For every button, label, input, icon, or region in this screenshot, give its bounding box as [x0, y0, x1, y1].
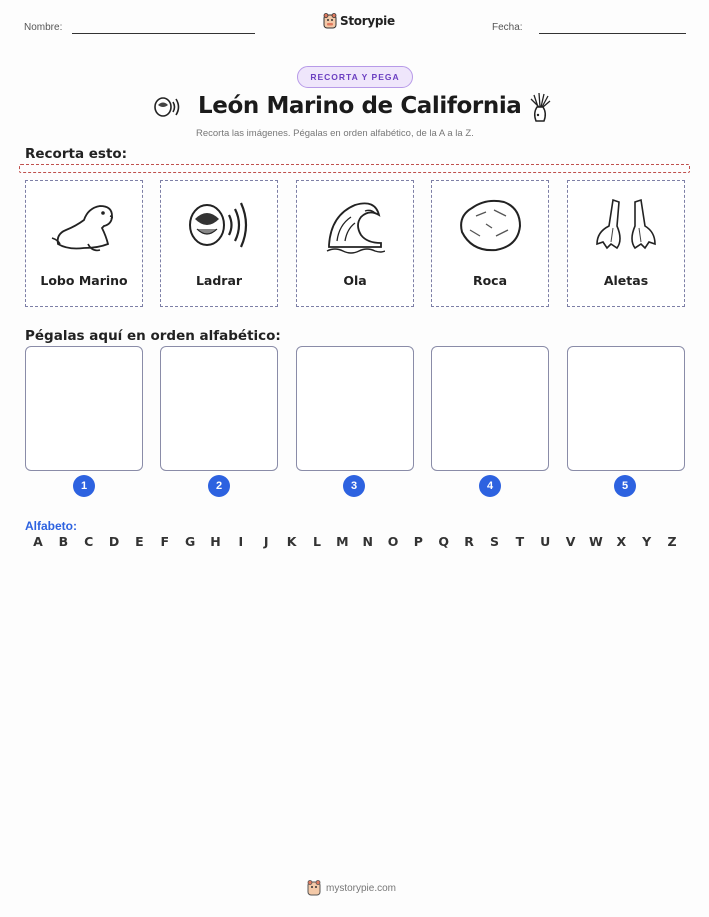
- letter: Z: [667, 534, 677, 549]
- brand-logo: [323, 13, 395, 29]
- activity-badge: RECORTA Y PEGA: [297, 66, 413, 88]
- letter: P: [413, 534, 423, 549]
- paste-box-2[interactable]: [160, 346, 278, 471]
- page-title: León Marino de California: [198, 93, 522, 119]
- cut-card-aletas[interactable]: [567, 180, 685, 307]
- date-label: Fecha:: [492, 22, 523, 33]
- letter: D: [108, 534, 120, 549]
- instructions: Recorta las imágenes. Pégalas en orden alfabético, de la A a la Z.: [196, 128, 474, 139]
- letter: J: [263, 534, 269, 549]
- cut-section-heading: Recorta esto:: [25, 146, 128, 162]
- sound-icon: [153, 95, 183, 124]
- name-line[interactable]: [72, 33, 255, 34]
- letter: U: [540, 534, 551, 549]
- letter: W: [589, 534, 603, 549]
- cut-card-ola[interactable]: [296, 180, 414, 307]
- barking-mouth-icon: [187, 197, 251, 253]
- letter: S: [489, 534, 499, 549]
- wave-icon: [325, 195, 385, 255]
- paste-box-5[interactable]: [567, 346, 685, 471]
- number-badge: 2: [208, 475, 230, 497]
- number-badge: 3: [343, 475, 365, 497]
- footer: [307, 880, 396, 896]
- paste-box-3[interactable]: [296, 346, 414, 471]
- number-badge: 5: [614, 475, 636, 497]
- cut-card-roca[interactable]: [431, 180, 549, 307]
- letter: B: [58, 534, 69, 549]
- brand-name: Storypie: [340, 14, 395, 28]
- cut-line: [19, 164, 690, 173]
- letter: O: [387, 534, 399, 549]
- letter: A: [33, 534, 43, 549]
- cut-card-lobo-marino[interactable]: [25, 180, 143, 307]
- storypie-mascot-icon: [307, 880, 321, 896]
- rock-icon: [456, 196, 524, 254]
- card-label: Roca: [472, 273, 508, 288]
- date-line[interactable]: [539, 33, 686, 34]
- name-label: Nombre:: [24, 22, 63, 33]
- paste-box-1[interactable]: [25, 346, 143, 471]
- card-label: Lobo Marino: [40, 273, 128, 288]
- letter: C: [84, 534, 94, 549]
- paste-box-4[interactable]: [431, 346, 549, 471]
- card-label: Aletas: [603, 273, 649, 288]
- letter: K: [286, 534, 297, 549]
- sea-lion-icon: [48, 194, 120, 256]
- alphabet-title: Alfabeto:: [25, 519, 77, 533]
- letter: V: [565, 534, 576, 549]
- letter: L: [312, 534, 321, 549]
- number-badge: 4: [479, 475, 501, 497]
- letter: X: [616, 534, 627, 549]
- paste-section-heading: Pégalas aquí en orden alfabético:: [25, 328, 281, 344]
- cut-card-ladrar[interactable]: [160, 180, 278, 307]
- letter: M: [336, 534, 349, 549]
- card-label: Ladrar: [195, 273, 243, 288]
- letter: E: [135, 534, 144, 549]
- flippers-icon: [593, 196, 659, 254]
- letter: R: [464, 534, 474, 549]
- card-label: Ola: [343, 273, 367, 288]
- letter: H: [210, 534, 221, 549]
- alphabet-letters: [31, 534, 679, 549]
- letter: I: [238, 534, 244, 549]
- letter: Q: [438, 534, 450, 549]
- letter: G: [185, 534, 196, 549]
- sea-anemone-icon: [527, 91, 553, 128]
- number-badge: 1: [73, 475, 95, 497]
- letter: Y: [642, 534, 652, 549]
- storypie-mascot-icon: [323, 13, 337, 29]
- letter: N: [362, 534, 373, 549]
- letter: F: [160, 534, 170, 549]
- footer-site[interactable]: mystorypie.com: [326, 882, 397, 894]
- letter: T: [515, 534, 525, 549]
